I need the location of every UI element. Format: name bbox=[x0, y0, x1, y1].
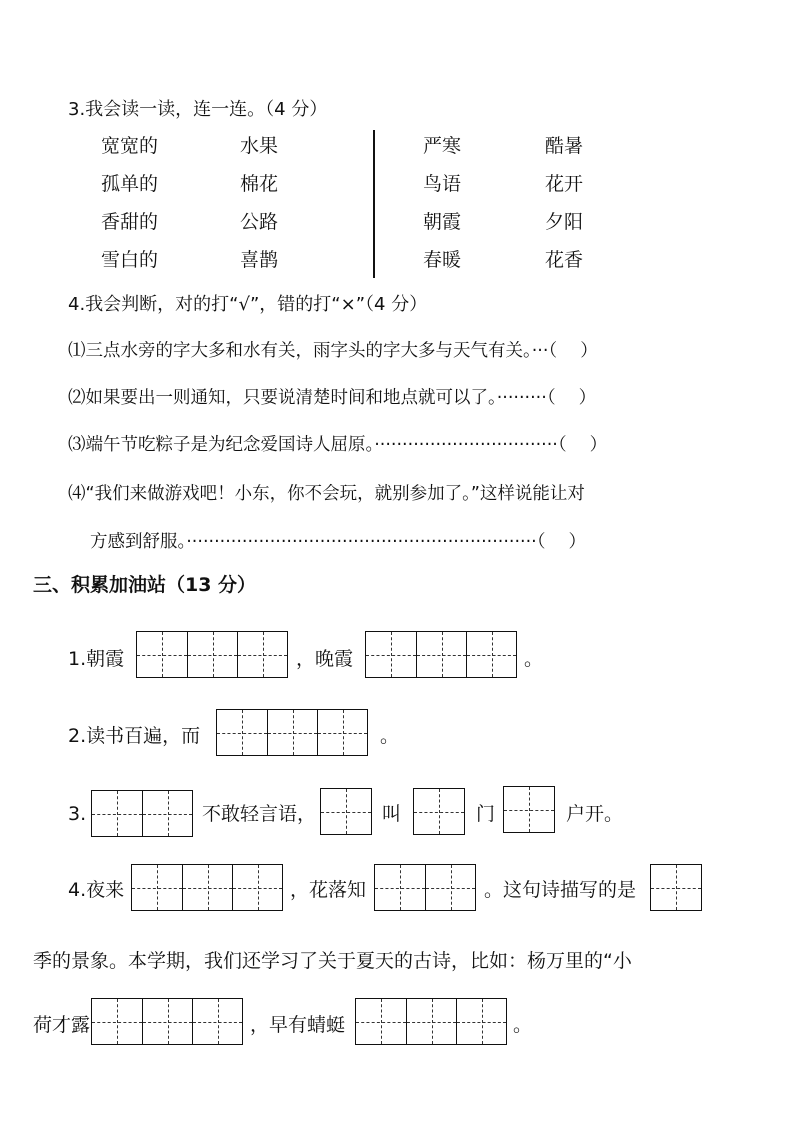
writing-grid-cell[interactable] bbox=[132, 865, 182, 910]
l4-text-a: 4.夜来 bbox=[68, 879, 125, 901]
writing-grid-cell[interactable] bbox=[232, 865, 282, 910]
l4-grid-1[interactable] bbox=[131, 864, 283, 911]
writing-grid-cell[interactable] bbox=[317, 710, 367, 755]
l3-grid-2[interactable] bbox=[320, 788, 372, 835]
writing-grid-cell[interactable] bbox=[416, 632, 466, 677]
writing-grid-cell[interactable] bbox=[142, 999, 192, 1044]
l4-grid-3[interactable] bbox=[650, 864, 702, 911]
q3-title: 3.我会读一读，连一连。（4 分） bbox=[68, 99, 328, 120]
judge-item-4: ⑷“我们来做游戏吧！小东，你不会玩，就别参加了。”这样说能让对 bbox=[68, 484, 585, 504]
match-left-1-3: 香甜的 bbox=[101, 211, 159, 233]
writing-grid-cell[interactable] bbox=[192, 999, 242, 1044]
l3-text-b: 不敢轻言语， bbox=[202, 803, 317, 825]
l6-text-b: ，早有蜻蜓 bbox=[250, 1014, 346, 1036]
l6-text-a: 荷才露 bbox=[33, 1014, 91, 1036]
writing-grid-cell[interactable] bbox=[182, 865, 232, 910]
section3-title: 三、积累加油站（13 分） bbox=[33, 574, 257, 596]
l6-grid-1[interactable] bbox=[91, 998, 243, 1045]
l1-text-b: ，晚霞 bbox=[296, 648, 354, 670]
match-left-2-2: 棉花 bbox=[240, 173, 279, 195]
l3-text-d: 门 bbox=[476, 803, 496, 825]
l4-grid-2[interactable] bbox=[374, 864, 476, 911]
match-right-2-2: 花开 bbox=[545, 173, 584, 195]
l3-text-a: 3. bbox=[68, 803, 87, 825]
l2-grid[interactable] bbox=[216, 709, 368, 756]
writing-grid-cell[interactable] bbox=[366, 632, 416, 677]
writing-grid-cell[interactable] bbox=[504, 787, 554, 832]
match-left-1-2: 孤单的 bbox=[101, 173, 159, 195]
writing-grid-cell[interactable] bbox=[425, 865, 475, 910]
l1-text-c: 。 bbox=[524, 648, 544, 670]
writing-grid-cell[interactable] bbox=[92, 999, 142, 1044]
judge-item-1: ⑴三点水旁的字大多和水有关，雨字头的字大多与天气有关。···（ ） bbox=[68, 341, 598, 361]
l4-text-c: 。这句诗描写的是 bbox=[484, 879, 637, 901]
l2-text-a: 2.读书百遍，而 bbox=[68, 725, 201, 747]
writing-grid-cell[interactable] bbox=[466, 632, 516, 677]
writing-grid-cell[interactable] bbox=[651, 865, 701, 910]
l6-text-c: 。 bbox=[513, 1014, 533, 1036]
writing-grid-cell[interactable] bbox=[142, 791, 192, 836]
match-left-2-3: 公路 bbox=[240, 211, 279, 233]
l3-grid-1[interactable] bbox=[91, 790, 193, 837]
l3-text-e: 户开。 bbox=[566, 803, 624, 825]
judge-item-4-cont: 方感到舒服。·······························································（ ） bbox=[90, 532, 587, 552]
match-left-1-4: 雪白的 bbox=[101, 249, 159, 271]
column-divider bbox=[373, 130, 375, 278]
writing-grid-cell[interactable] bbox=[321, 789, 371, 834]
l4-text-b: ，花落知 bbox=[290, 879, 367, 901]
match-right-1-4: 春暖 bbox=[423, 249, 462, 271]
l3-grid-4[interactable] bbox=[503, 786, 555, 833]
l6-grid-2[interactable] bbox=[355, 998, 507, 1045]
match-right-2-3: 夕阳 bbox=[545, 211, 584, 233]
writing-grid-cell[interactable] bbox=[456, 999, 506, 1044]
l3-text-c: 叫 bbox=[382, 803, 402, 825]
match-right-1-1: 严寒 bbox=[423, 135, 462, 157]
match-left-2-4: 喜鹊 bbox=[240, 249, 279, 271]
match-right-2-1: 酷暑 bbox=[545, 135, 584, 157]
match-right-1-3: 朝霞 bbox=[423, 211, 462, 233]
match-left-2-1: 水果 bbox=[240, 135, 279, 157]
writing-grid-cell[interactable] bbox=[92, 791, 142, 836]
writing-grid-cell[interactable] bbox=[217, 710, 267, 755]
match-right-2-4: 花香 bbox=[545, 249, 584, 271]
judge-item-3: ⑶端午节吃粽子是为纪念爱国诗人屈原。·································（ ） bbox=[68, 435, 608, 455]
writing-grid-cell[interactable] bbox=[187, 632, 237, 677]
l3-grid-3[interactable] bbox=[413, 788, 465, 835]
l1-grid-2[interactable] bbox=[365, 631, 517, 678]
l2-text-b: 。 bbox=[380, 725, 400, 747]
match-right-1-2: 鸟语 bbox=[423, 173, 462, 195]
l1-grid-1[interactable] bbox=[136, 631, 288, 678]
l1-text-a: 1.朝霞 bbox=[68, 648, 125, 670]
q4-title: 4.我会判断，对的打“√”，错的打“×”（4 分） bbox=[68, 294, 428, 315]
writing-grid-cell[interactable] bbox=[414, 789, 464, 834]
writing-grid-cell[interactable] bbox=[375, 865, 425, 910]
l5-text: 季的景象。本学期，我们还学习了关于夏天的古诗，比如：杨万里的“小 bbox=[33, 950, 632, 972]
writing-grid-cell[interactable] bbox=[356, 999, 406, 1044]
judge-item-2: ⑵如果要出一则通知，只要说清楚时间和地点就可以了。·········（ ） bbox=[68, 388, 597, 408]
writing-grid-cell[interactable] bbox=[267, 710, 317, 755]
writing-grid-cell[interactable] bbox=[406, 999, 456, 1044]
writing-grid-cell[interactable] bbox=[237, 632, 287, 677]
match-left-1-1: 宽宽的 bbox=[101, 135, 159, 157]
writing-grid-cell[interactable] bbox=[137, 632, 187, 677]
